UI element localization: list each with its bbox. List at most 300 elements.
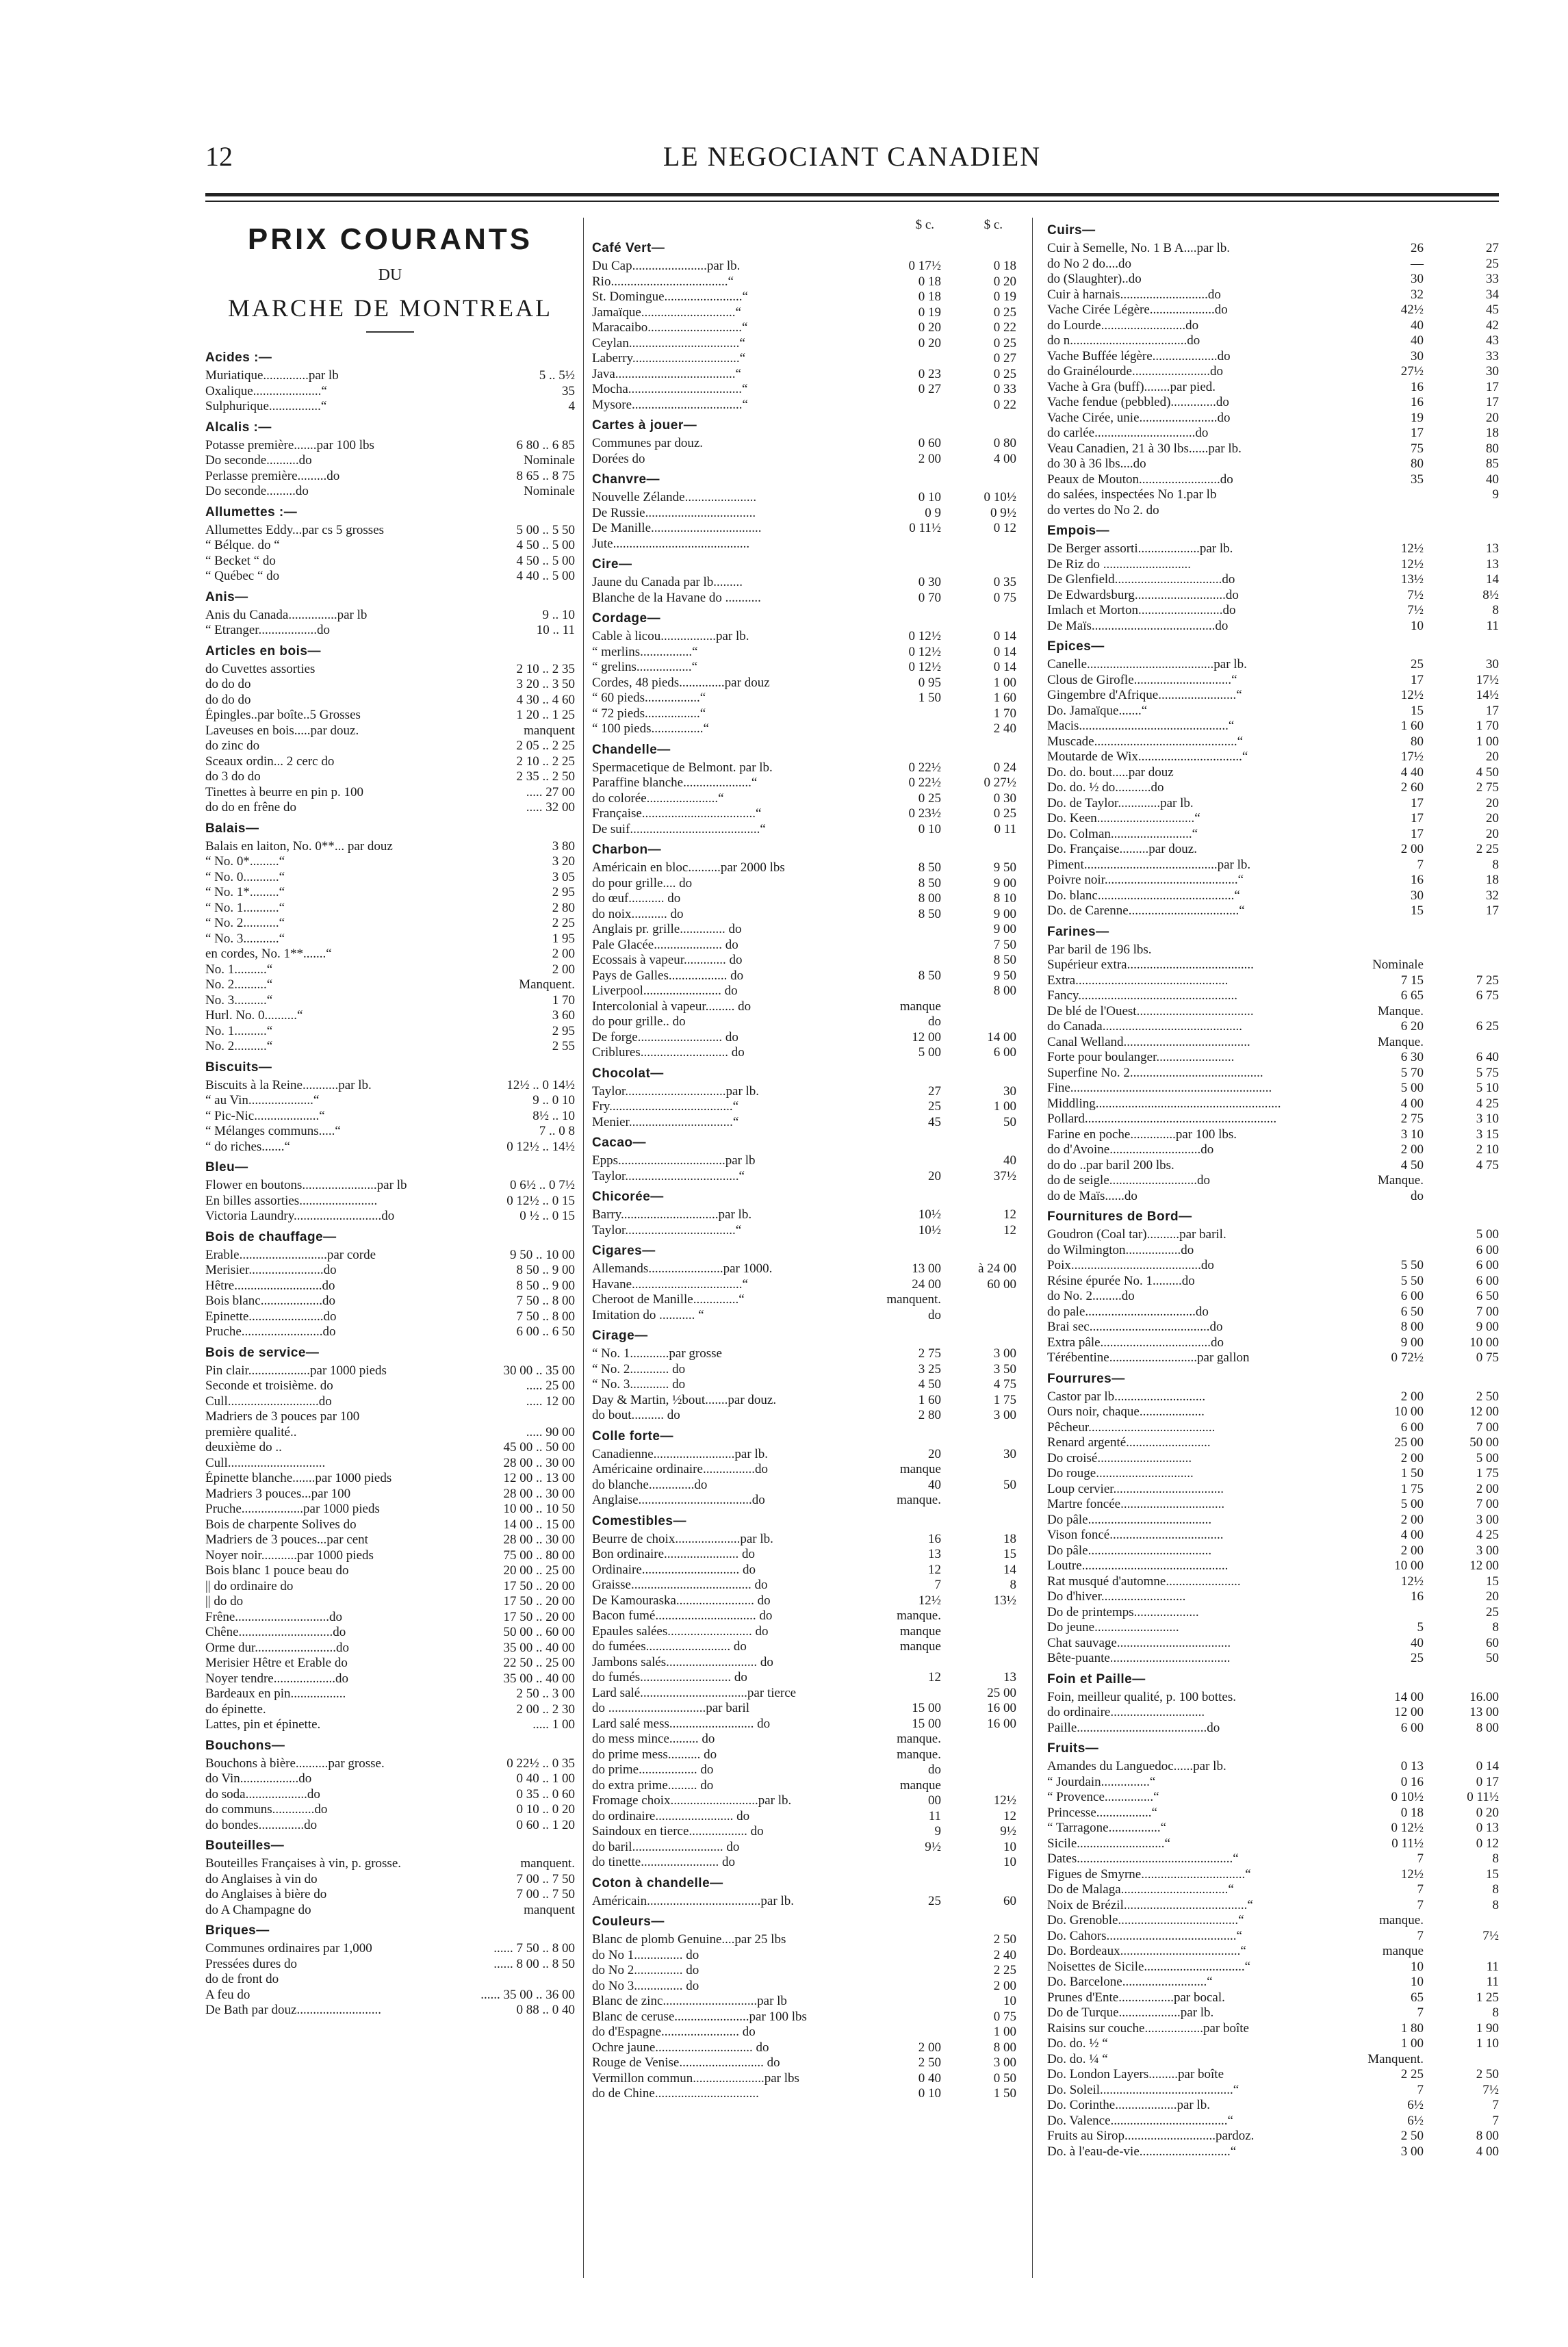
item-name: do Anglaises à bière do (205, 1887, 327, 1901)
price-entry (1047, 1651, 1499, 1667)
item-name: Do. de Taylor.............par lb. (1047, 795, 1194, 810)
item-name: Erable...........................par corde (205, 1247, 376, 1262)
price-entry (592, 676, 1016, 691)
item-name: Do. Bordeaux.....................................“ (1047, 1944, 1246, 1958)
price-low: 0 20 (918, 320, 941, 335)
price-high: 9 00 (1476, 1320, 1499, 1334)
item-name: “ No. 0*.........“ (205, 854, 285, 869)
price-low: 1 50 (918, 691, 941, 705)
item-name: Laveuses en bois.....par douz. (205, 723, 359, 738)
price-entry (205, 1887, 575, 1903)
item-name: Résine épurée No. 1.........do (1047, 1273, 1195, 1288)
price-high: 6 75 (1476, 988, 1499, 1003)
item-name: Ochre jaune.............................. do (592, 2040, 769, 2055)
price-low: 0 30 (918, 575, 941, 589)
price-entry (1047, 1035, 1499, 1051)
item-name: “ No. 3............ do (592, 1377, 686, 1391)
item-name: do mess mince......... do (592, 1732, 715, 1746)
price-entry (205, 977, 575, 993)
item-name: Pin clair...................par 1000 pieds (205, 1363, 387, 1378)
price-entry (1047, 1759, 1499, 1775)
price-entry (1047, 1721, 1499, 1736)
price-entry (592, 1670, 1016, 1686)
price-entry (1047, 1081, 1499, 1096)
category-heading: Couleurs— (592, 1914, 665, 1929)
price-entry (592, 1894, 1016, 1910)
item-name: Do. Valence....................................“ (1047, 2113, 1233, 2128)
price-entry (205, 1702, 575, 1718)
item-name: do ..............................par baril (592, 1701, 750, 1715)
price-entry (1047, 487, 1499, 503)
item-name: “ No. 1*.........“ (205, 885, 285, 899)
item-name: Vache Buffée légère....................do (1047, 348, 1231, 363)
category-heading: Chandelle— (592, 742, 671, 757)
price-low: 19 (1411, 410, 1424, 425)
price-entry (592, 822, 1016, 838)
price-entry (205, 1263, 575, 1279)
price-entry (205, 739, 575, 754)
price-range: 3 60 (552, 1008, 575, 1023)
price-entry (205, 1563, 575, 1579)
price-low: 25 00 (1394, 1435, 1424, 1450)
price-low: 0 10 (918, 490, 941, 504)
price-high: 7 (1492, 2113, 1499, 2128)
price-entry (1047, 426, 1499, 441)
price-entry (205, 1008, 575, 1024)
price-high: 8 (1492, 1882, 1499, 1897)
price-low: 0 18 (918, 290, 941, 304)
item-name: Potasse première.......par 100 lbs (205, 437, 374, 452)
item-name: do communs.............do (205, 1802, 328, 1817)
price-low: 4 50 (1400, 1157, 1424, 1172)
item-name: do No 3............... do (592, 1978, 699, 1993)
price-entry (1047, 1944, 1499, 1960)
price-low: Manque. (1377, 1034, 1424, 1049)
item-name: Do seconde..........do (205, 453, 312, 467)
price-high: 10 (1003, 1994, 1016, 2008)
price-low: 7½ (1407, 603, 1424, 617)
item-name: “ grelins.................“ (592, 660, 698, 674)
category-heading: Cire— (592, 557, 632, 572)
category-heading: Comestibles— (592, 1513, 686, 1528)
price-range: 6 80 .. 6 85 (516, 437, 575, 452)
item-name: “ do riches.......“ (205, 1139, 290, 1154)
price-entry (205, 677, 575, 693)
price-low: 10 00 (1394, 1559, 1424, 1573)
price-range: ..... 1 00 (532, 1717, 575, 1732)
price-entry (1047, 1589, 1499, 1605)
category-heading: Alcalis :— (205, 420, 272, 435)
price-range: 1 20 .. 1 25 (516, 708, 575, 722)
item-name: Clous de Girofle..............................“ (1047, 672, 1237, 687)
item-name: en cordes, No. 1**.......“ (205, 947, 332, 961)
price-entry (205, 800, 575, 816)
item-name: Épinette blanche.......par 1000 pieds (205, 1471, 392, 1485)
price-entry (205, 854, 575, 870)
price-entry (1047, 2005, 1499, 2021)
price-low: 2 50 (1400, 2129, 1424, 2143)
price-entry (205, 554, 575, 569)
price-high: 15 (1486, 1867, 1499, 1882)
item-name: Ceylan..................................“ (592, 335, 745, 350)
price-entry (592, 1532, 1016, 1548)
item-name: Lattes, pin et épinette. (205, 1717, 321, 1732)
price-low: 0 17½ (908, 259, 941, 273)
price-entry (205, 693, 575, 708)
price-low: 5 00 (1400, 1497, 1424, 1511)
item-name: Loup cervier.................................. (1047, 1481, 1224, 1496)
item-name: Pêcheur....................................... (1047, 1420, 1216, 1435)
item-name: Taylor...............................par lb. (592, 1083, 760, 1099)
item-name: De forge.......................... do (592, 1029, 738, 1044)
price-entry (1047, 557, 1499, 573)
price-low: 17 (1411, 426, 1424, 440)
price-high: 20 (1486, 795, 1499, 810)
item-name: “ Jourdain...............“ (1047, 1774, 1156, 1789)
item-name: do fumées.......................... do (592, 1639, 747, 1654)
price-entry (592, 1639, 1016, 1655)
item-name: De Manille.................................. (592, 521, 762, 535)
price-range: 4 (568, 399, 575, 413)
price-entry (1047, 2021, 1499, 2037)
price-entry (205, 662, 575, 678)
price-high: 25 (1486, 256, 1499, 271)
price-entry (592, 1994, 1016, 2010)
price-entry (1047, 734, 1499, 750)
item-name: “ Québec “ do (205, 569, 280, 583)
price-entry (1047, 457, 1499, 472)
price-high: 16.00 (1469, 1689, 1499, 1704)
price-high: 20 (1486, 826, 1499, 841)
price-entry (1047, 1790, 1499, 1806)
price-low: 0 10 (918, 2086, 941, 2101)
category-heading: Bois de chauffage— (205, 1229, 337, 1244)
item-name: Biscuits à la Reine...........par lb. (205, 1077, 372, 1092)
price-low: Nominale (1372, 958, 1424, 972)
price-entry (205, 1093, 575, 1109)
price-entry (592, 2055, 1016, 2071)
price-entry (592, 1346, 1016, 1362)
item-name: Do. Keen..............................“ (1047, 811, 1200, 825)
price-entry (1047, 1882, 1499, 1898)
price-low: 6 65 (1400, 988, 1424, 1003)
price-entry (205, 1140, 575, 1155)
item-name: Chêne.............................do (205, 1625, 346, 1639)
item-name: Bardeaux en pin................. (205, 1686, 346, 1701)
price-entry (592, 591, 1016, 606)
item-name: do n....................................do (1047, 333, 1200, 348)
price-entry (1047, 1543, 1499, 1559)
item-name: Bois blanc...................do (205, 1294, 335, 1308)
price-entry (1047, 1243, 1499, 1259)
price-entry (1047, 2052, 1499, 2068)
price-entry (1047, 1867, 1499, 1883)
price-entry (592, 305, 1016, 321)
item-name: || do ordinaire do (205, 1578, 294, 1593)
item-name: “ Becket “ do (205, 553, 276, 568)
price-range: Nominale (524, 453, 575, 467)
item-name: Do. Corinthe...................par lb. (1047, 2098, 1211, 2112)
item-name: Barry..............................par lb. (592, 1207, 752, 1222)
price-entry (205, 523, 575, 539)
price-entry (1047, 1990, 1499, 2006)
price-low: manque (899, 1624, 941, 1639)
price-low: 16 (928, 1531, 941, 1546)
price-entry (592, 706, 1016, 722)
price-entry (205, 1641, 575, 1656)
price-low: 2 00 (1400, 1142, 1424, 1157)
price-high: 7 25 (1476, 973, 1499, 988)
price-entry (1047, 1227, 1499, 1243)
price-entry (592, 1169, 1016, 1185)
item-name: De Maïs......................................do (1047, 618, 1229, 633)
price-low: 12½ (918, 1593, 941, 1608)
item-name: Muscade............................................“ (1047, 734, 1244, 749)
price-entry (1047, 2067, 1499, 2083)
price-entry (205, 1109, 575, 1125)
price-high: 40 (1003, 1153, 1016, 1168)
price-entry (592, 575, 1016, 591)
category-heading: Cacao— (592, 1136, 647, 1150)
price-entry (1047, 873, 1499, 888)
price-entry (1047, 1466, 1499, 1482)
item-name: No. 1..........“ (205, 962, 273, 977)
price-low: 2 00 (1400, 1450, 1424, 1465)
item-name: Taylor...................................“ (592, 1168, 745, 1183)
price-entry (1047, 1258, 1499, 1274)
price-entry (205, 1594, 575, 1610)
price-low: 6 50 (1400, 1304, 1424, 1319)
item-name: Do rouge.............................. (1047, 1466, 1194, 1480)
price-entry (205, 569, 575, 585)
price-entry (592, 1408, 1016, 1424)
item-name: Do. blanc..........................................“ (1047, 888, 1240, 903)
price-low: 3 10 (1400, 1127, 1424, 1142)
section-title: PRIX COURANTS (247, 222, 533, 256)
price-range: 0 12½ .. 14½ (506, 1139, 575, 1154)
price-high: 3 00 (993, 2055, 1016, 2070)
price-entry (1047, 1806, 1499, 1821)
price-entry (1047, 888, 1499, 904)
category-heading: Fournitures de Bord— (1047, 1209, 1192, 1224)
price-entry (205, 2003, 575, 2018)
item-name: Taylor..................................“ (592, 1222, 742, 1237)
price-entry (592, 1223, 1016, 1239)
price-low: 1 80 (1400, 2021, 1424, 2036)
price-range: 1 70 (552, 992, 575, 1008)
price-high: 9 50 (993, 860, 1016, 875)
price-range: 75 00 .. 80 00 (503, 1548, 575, 1563)
item-name: Epinette.......................do (205, 1309, 337, 1324)
price-entry (592, 1277, 1016, 1293)
price-range: 22 50 .. 25 00 (503, 1656, 575, 1670)
price-entry (1047, 973, 1499, 989)
price-low: 0 60 (918, 436, 941, 450)
price-low: 6½ (1407, 2113, 1424, 2128)
price-low: 35 (1411, 472, 1424, 487)
price-entry (592, 721, 1016, 737)
price-range: 8 50 .. 9 00 (516, 1263, 575, 1277)
item-name: No. 2..........“ (205, 977, 273, 992)
item-name: Balais en laiton, No. 0**... par douz (205, 838, 393, 854)
price-entry (1047, 1289, 1499, 1305)
price-range: 12 00 .. 13 00 (503, 1471, 575, 1485)
price-entry (1047, 858, 1499, 873)
price-range: 2 00 .. 2 30 (516, 1702, 575, 1717)
price-high: 13½ (993, 1593, 1016, 1608)
item-name: Orme dur.........................do (205, 1640, 350, 1655)
price-entry (592, 860, 1016, 876)
price-high: 1 00 (993, 675, 1016, 690)
item-name: Do. do. ½ “ (1047, 2036, 1108, 2051)
item-name: “ Tarragone................“ (1047, 1821, 1167, 1835)
price-entry (592, 274, 1016, 290)
price-high: 8 50 (993, 953, 1016, 967)
price-entry (592, 1778, 1016, 1794)
price-entry (592, 645, 1016, 661)
price-high: 9 00 (993, 875, 1016, 890)
price-entry (592, 1014, 1016, 1030)
price-range: 10 .. 11 (536, 623, 575, 637)
category-heading: Allumettes :— (205, 504, 298, 520)
price-low: 6 00 (1400, 1289, 1424, 1303)
item-name: Castor par lb............................ (1047, 1389, 1206, 1404)
price-low: 10 (1411, 1975, 1424, 1989)
price-entry (205, 1124, 575, 1140)
item-name: Vache à Gra (buff)........par pied. (1047, 379, 1216, 394)
price-low: Manque. (1377, 1003, 1424, 1018)
category-heading: Chanvre— (592, 472, 660, 487)
price-range: 8 65 .. 8 75 (516, 468, 575, 483)
price-range: 4 30 .. 4 60 (516, 692, 575, 707)
price-entry (205, 399, 575, 415)
item-name: Lard salé mess.......................... do (592, 1716, 771, 1731)
price-high: 10 00 (1469, 1335, 1499, 1350)
price-low: 0 25 (918, 791, 941, 806)
price-low: 15 00 (912, 1701, 941, 1715)
price-low: 30 (1411, 348, 1424, 363)
price-low: 4 00 (1400, 1528, 1424, 1542)
price-low: manque. (897, 1493, 941, 1507)
price-entry (592, 1809, 1016, 1825)
item-name: do tinette........................ do (592, 1855, 735, 1869)
item-name: Bois de charpente Solives do (205, 1517, 357, 1532)
item-name: Anglais pr. grille.............. do (592, 922, 742, 936)
item-name: Middling......................................................... (1047, 1096, 1281, 1111)
price-low: 0 10 (918, 821, 941, 836)
item-name: De blé de l'Ouest.................................... (1047, 1003, 1254, 1018)
price-high: 0 10½ (984, 490, 1016, 504)
item-name: Muriatique..............par lb (205, 368, 339, 383)
price-high: 17½ (1476, 672, 1499, 687)
price-entry (592, 1932, 1016, 1948)
item-name: Dorées do (592, 451, 645, 466)
price-low: 12½ (1400, 1574, 1424, 1589)
item-name: Martre foncée................................ (1047, 1497, 1225, 1511)
item-name: Cuir à Semelle, No. 1 B A....par lb. (1047, 241, 1231, 255)
price-low: do (928, 1762, 941, 1777)
price-low: 2 80 (918, 1408, 941, 1422)
price-entry (592, 1153, 1016, 1169)
item-name: Bouchons à bière..........par grosse. (205, 1756, 385, 1771)
item-name: Havane..................................“ (592, 1277, 748, 1292)
item-name: Madriers 3 pouces...par 100 (205, 1486, 351, 1501)
item-name: do blanche..............do (592, 1477, 708, 1492)
item-name: “ No. 2............ do (592, 1361, 686, 1376)
price-high: 16 00 (987, 1716, 1016, 1731)
item-name: De Kamouraska........................ do (592, 1593, 771, 1608)
item-name: do do do (205, 677, 251, 691)
item-name: De Berger assorti...................par lb. (1047, 541, 1233, 556)
item-name: Do. Jamaïque.......“ (1047, 703, 1148, 718)
price-low: — (1411, 256, 1424, 271)
price-entry (1047, 257, 1499, 272)
price-low: 7 (934, 1578, 941, 1592)
price-high: 50 (1486, 1651, 1499, 1665)
price-entry (1047, 1690, 1499, 1706)
category-heading: Empois— (1047, 524, 1110, 538)
price-entry (205, 1425, 575, 1441)
price-entry (592, 1563, 1016, 1578)
price-entry (1047, 780, 1499, 796)
price-range: ..... 12 00 (526, 1394, 575, 1409)
price-entry (592, 2025, 1016, 2040)
price-high: 10 (1003, 1839, 1016, 1854)
price-entry (592, 290, 1016, 305)
price-low: 32 (1411, 287, 1424, 302)
price-entry (592, 1308, 1016, 1324)
price-high: 6 25 (1476, 1019, 1499, 1034)
price-high: 14 (1003, 1562, 1016, 1577)
price-entry (592, 1115, 1016, 1131)
price-high: 2 50 (1476, 2067, 1499, 2081)
category-heading: Balais— (205, 821, 259, 836)
category-heading: Chocolat— (592, 1066, 664, 1081)
price-entry (205, 1309, 575, 1325)
item-name: Goudron (Coal tar)..........par baril. (1047, 1227, 1226, 1242)
price-entry (1047, 958, 1499, 973)
price-range: ..... 90 00 (526, 1424, 575, 1439)
price-entry (592, 2040, 1016, 2056)
price-high: 11 (1486, 618, 1499, 633)
price-entry (592, 1824, 1016, 1840)
item-name: Sicile...........................“ (1047, 1836, 1170, 1851)
item-name: Moutarde de Wix................................“ (1047, 749, 1248, 764)
price-entry (205, 993, 575, 1009)
price-entry (592, 1377, 1016, 1393)
price-high: 4 00 (993, 451, 1016, 466)
price-high: 3 00 (1476, 1543, 1499, 1558)
price-high: 0 17 (1476, 1774, 1499, 1789)
price-low: 40 (1411, 333, 1424, 348)
item-name: De suif........................................“ (592, 821, 766, 836)
price-entry (1047, 303, 1499, 318)
price-entry (205, 1440, 575, 1456)
price-entry (1047, 603, 1499, 619)
price-low: 80 (1411, 457, 1424, 471)
item-name: Allemands.......................par 1000. (592, 1261, 773, 1276)
item-name: Madriers de 3 pouces...par cent (205, 1532, 368, 1547)
item-name: Anis du Canada...............par lb (205, 607, 368, 622)
price-entry (592, 1979, 1016, 1995)
price-entry (592, 1608, 1016, 1624)
price-low: 30 (1411, 272, 1424, 286)
price-low: 8 50 (918, 906, 941, 921)
price-low: 27 (928, 1083, 941, 1099)
price-low: 8 50 (918, 875, 941, 890)
price-entry (592, 1948, 1016, 1964)
price-entry (592, 1593, 1016, 1609)
